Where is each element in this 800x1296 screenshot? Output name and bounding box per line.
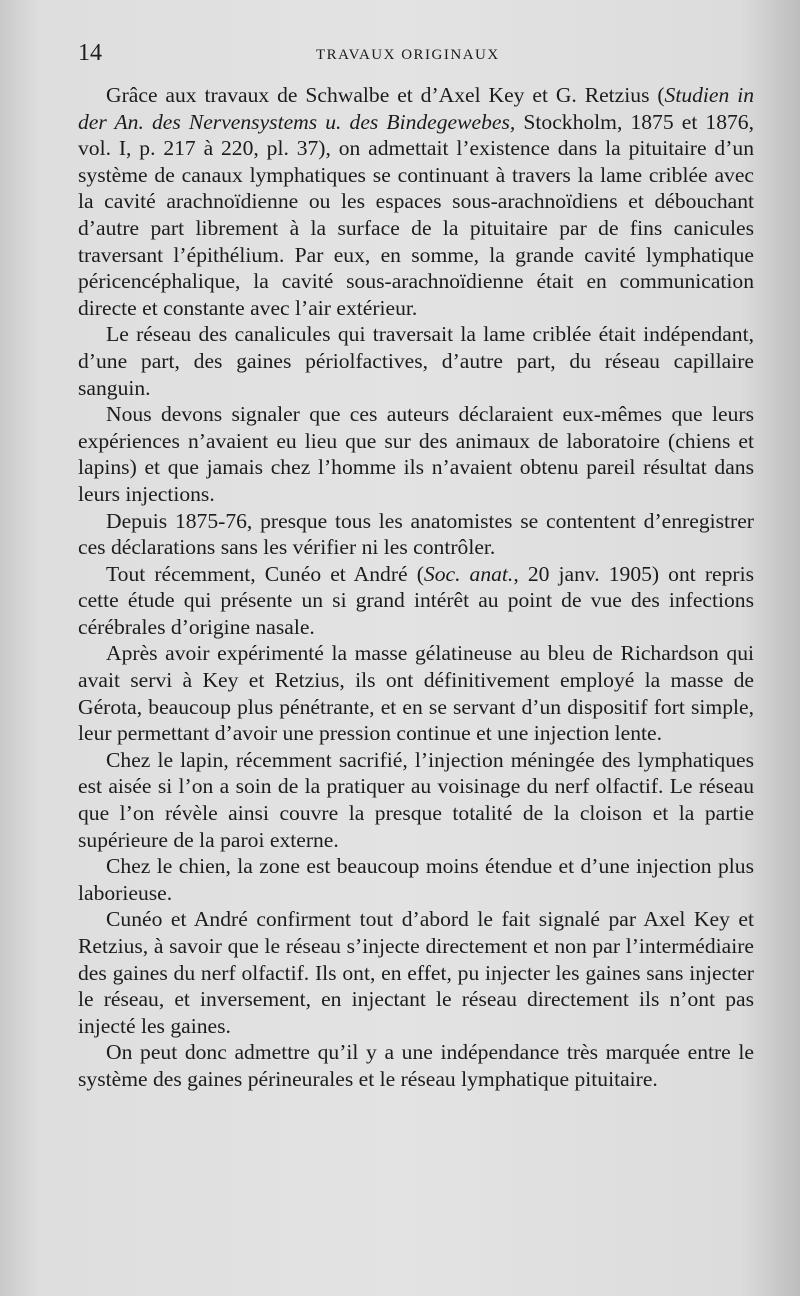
- body-text: [78, 82, 754, 1093]
- paragraph: Chez le chien, la zone est beaucoup moins étendue et d’une injection plus laborieuse.: [78, 854, 754, 905]
- paragraph: Cunéo et André confirment tout d’abord le fait signalé par Axel Key et Retzius, à savoir que le réseau s’injecte directement et non par l’intermédiaire des gaines du nerf olfactif. Ils ont, en effet, pu injecter les gaines sans injecter le réseau, et inversement, en injectant le réseau directement ils n’ont pas injecté les gaines.: [78, 907, 754, 1038]
- paragraph-text: , 20 janv. 1905) ont repris cette étude qui présente un si grand intérêt au point de vue des infections cérébrales d’origine nasale.: [78, 561, 755, 639]
- paragraph: Le réseau des canalicules qui traversait la lame criblée était indépendant, d’une part, des gaines périolfactives, d’autre part, du réseau capillaire sanguin.: [78, 322, 754, 400]
- paragraph-text: Tout récemment, Cunéo et André (: [106, 561, 424, 586]
- paragraph: On peut donc admettre qu’il y a une indépendance très marquée entre le système des gaines périneurales et le réseau lymphatique pituitaire.: [78, 1040, 754, 1091]
- paragraph-text: Stockholm, 1875 et 1876, vol. I, p. 217 à 220, pl. 37), on admettait l’existence dans la pituitaire d’un système de canaux lymphatiques se continuant à travers la lame criblée avec la cavité arachnoïdienne ou les espaces sous-arachnoïdiens et débouchant d’autre part librement à la surface de la pituitaire par de fins canicules traversant l’épithélium. Par eux, en somme, la grande cavité lymphatique péricencéphalique, la cavité sous-arachnoïdienne était en communication directe et constante avec l’air extérieur.: [78, 109, 754, 320]
- paragraph: Depuis 1875-76, presque tous les anatomistes se contentent d’enregistrer ces déclarations sans les vérifier ni les contrôler.: [78, 508, 754, 560]
- paragraph: Chez le lapin, récemment sacrifié, l’injection méningée des lymphatiques est aisée si l’on a soin de la pratiquer au voisinage du nerf olfactif. Le réseau que l’on révèle ainsi couvre la presque totalité de la cloison et la partie supérieure de la paroi externe.: [78, 747, 754, 852]
- page-header: [78, 40, 748, 70]
- citation-title: Studien in der An. des Nervensystems u. des Bindegewebes,: [78, 83, 754, 134]
- paragraph: [78, 561, 754, 641]
- citation-title: Soc. anat.: [423, 561, 514, 586]
- running-title: TRAVAUX ORIGINAUX: [316, 47, 500, 63]
- page-number: 14: [78, 40, 102, 66]
- paragraph-text: Grâce aux travaux de Schwalbe et d’Axel Key et G. Retzius (: [106, 83, 665, 107]
- paragraph: Après avoir expérimenté la masse gélatineuse au bleu de Richardson qui avait servi à Key et Retzius, ils ont définitivement employé la masse de Gérota, beaucoup plus pénétrante, et en se servant d’un dispositif fort simple, leur permettant d’avoir une pression continue et une injection lente.: [78, 641, 754, 746]
- paragraph: [78, 82, 754, 321]
- paragraph: Nous devons signaler que ces auteurs déclaraient eux-mêmes que leurs expériences n’avaient eu lieu que sur des animaux de laboratoire (chiens et lapins) et que jamais chez l’homme ils n’avaient obtenu pareil résultat dans leurs injections.: [78, 402, 754, 506]
